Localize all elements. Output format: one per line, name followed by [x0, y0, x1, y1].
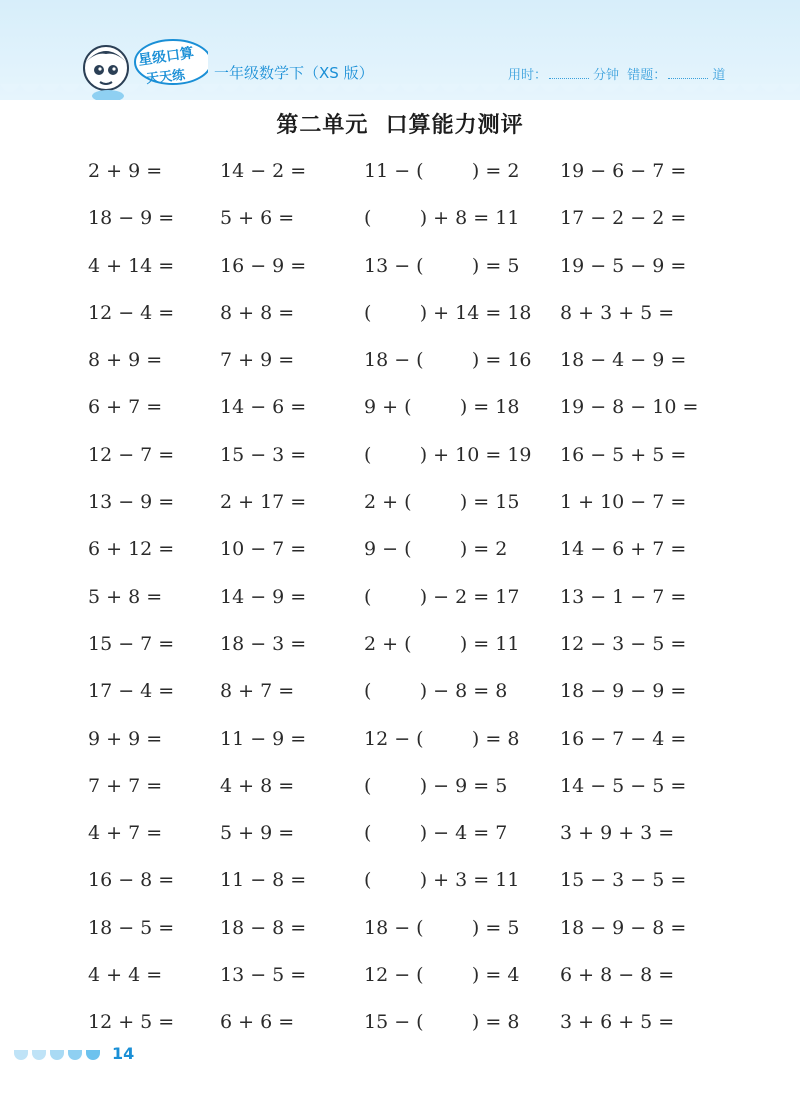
- problem-row: [0, 197, 800, 244]
- problem-item: 18 − 8 =: [220, 916, 307, 939]
- problem-item: 15 − 3 − 5 =: [560, 869, 687, 892]
- record-fields: [508, 64, 725, 83]
- brand-logo: [78, 38, 208, 100]
- problem-item: 6 + 12 =: [88, 538, 175, 561]
- problem-row: [0, 765, 800, 812]
- problem-item: 18 − 9 − 8 =: [560, 916, 687, 939]
- problem-item: ( ) − 8 = 8: [364, 680, 508, 703]
- problem-item: ( ) − 2 = 17: [364, 585, 520, 608]
- problem-item: 14 − 6 + 7 =: [560, 538, 687, 561]
- problem-item: 18 − 9 − 9 =: [560, 680, 687, 703]
- footer-dot: [32, 1050, 46, 1060]
- problem-item: 16 − 7 − 4 =: [560, 727, 687, 750]
- problem-row: [0, 623, 800, 670]
- problem-row: [0, 292, 800, 339]
- page-title: 第二单元 口算能力测评: [276, 113, 524, 138]
- problem-item: 6 + 8 − 8 =: [560, 964, 675, 987]
- logo-text-primary: 星级口算: [137, 45, 195, 69]
- problem-item: 16 − 9 =: [220, 254, 307, 277]
- time-unit: 分钟: [593, 68, 620, 83]
- problem-item: 14 − 2 =: [220, 160, 307, 182]
- problem-row: [0, 386, 800, 433]
- problem-item: 15 − 3 =: [220, 443, 307, 466]
- problem-item: 4 + 4 =: [88, 964, 163, 987]
- problem-item: 9 + 9 =: [88, 727, 163, 750]
- problem-item: 9 + ( ) = 18: [364, 396, 520, 419]
- time-label: 用时：: [508, 68, 548, 83]
- problem-item: 12 − 3 − 5 =: [560, 632, 687, 655]
- problem-row: [0, 859, 800, 906]
- problem-item: 4 + 7 =: [88, 822, 163, 845]
- problem-item: 4 + 8 =: [220, 774, 295, 797]
- problem-row: [0, 339, 800, 386]
- problem-row: [0, 718, 800, 765]
- problem-item: ( ) − 9 = 5: [364, 774, 508, 797]
- problem-item: ( ) + 3 = 11: [364, 869, 520, 892]
- problem-item: 18 − ( ) = 5: [364, 916, 520, 939]
- logo-text-secondary: 天天练: [145, 67, 186, 87]
- problem-item: 15 − ( ) = 8: [364, 1011, 520, 1034]
- problem-item: 2 + 17 =: [220, 491, 307, 514]
- problem-item: 1 + 10 − 7 =: [560, 491, 687, 514]
- problem-item: 10 − 7 =: [220, 538, 307, 561]
- problem-item: 17 − 4 =: [88, 680, 175, 703]
- problem-row: [0, 245, 800, 292]
- problem-item: 5 + 6 =: [220, 207, 295, 230]
- problem-item: 7 + 7 =: [88, 774, 163, 797]
- problem-item: 3 + 9 + 3 =: [560, 822, 675, 845]
- problem-item: 14 − 9 =: [220, 585, 307, 608]
- footer-dot: [68, 1050, 82, 1060]
- problem-item: 16 − 8 =: [88, 869, 175, 892]
- problem-item: 19 − 8 − 10 =: [560, 396, 699, 419]
- problem-item: 18 − 3 =: [220, 632, 307, 655]
- problem-row: [0, 528, 800, 575]
- problem-item: 19 − 6 − 7 =: [560, 160, 687, 182]
- time-blank[interactable]: [549, 66, 589, 79]
- problem-item: 19 − 5 − 9 =: [560, 254, 687, 277]
- problem-grid: [0, 150, 800, 1049]
- problem-item: 9 − ( ) = 2: [364, 538, 508, 561]
- problem-item: 8 + 9 =: [88, 349, 163, 372]
- problem-item: 12 − ( ) = 8: [364, 727, 520, 750]
- problem-item: 14 − 5 − 5 =: [560, 774, 687, 797]
- problem-item: 14 − 6 =: [220, 396, 307, 419]
- problem-item: 7 + 9 =: [220, 349, 295, 372]
- problem-item: 18 − ( ) = 16: [364, 349, 532, 372]
- problem-item: 11 − 8 =: [220, 869, 307, 892]
- problem-item: 13 − 1 − 7 =: [560, 585, 687, 608]
- problem-item: 12 + 5 =: [88, 1011, 175, 1034]
- problem-item: 5 + 9 =: [220, 822, 295, 845]
- problem-item: 6 + 7 =: [88, 396, 163, 419]
- problem-item: 4 + 14 =: [88, 254, 175, 277]
- problem-item: 8 + 3 + 5 =: [560, 301, 675, 324]
- footer-decoration: [0, 1040, 200, 1070]
- problem-item: 13 − 9 =: [88, 491, 175, 514]
- problem-row: [0, 576, 800, 623]
- problem-row: [0, 434, 800, 481]
- problem-item: 2 + 9 =: [88, 160, 163, 182]
- problem-item: 15 − 7 =: [88, 632, 175, 655]
- problem-item: ( ) + 8 = 11: [364, 207, 520, 230]
- problem-item: 13 − 5 =: [220, 964, 307, 987]
- problem-item: 11 − 9 =: [220, 727, 307, 750]
- problem-row: [0, 907, 800, 954]
- problem-item: 17 − 2 − 2 =: [560, 207, 687, 230]
- problem-item: 16 − 5 + 5 =: [560, 443, 687, 466]
- problem-item: 8 + 7 =: [220, 680, 295, 703]
- problem-item: ( ) − 4 = 7: [364, 822, 508, 845]
- problem-item: 18 − 5 =: [88, 916, 175, 939]
- problem-item: 12 − 4 =: [88, 301, 175, 324]
- problem-row: [0, 150, 800, 197]
- problem-item: ( ) + 14 = 18: [364, 301, 532, 324]
- page-header: [0, 0, 800, 100]
- problem-item: 18 − 4 − 9 =: [560, 349, 687, 372]
- problem-item: 3 + 6 + 5 =: [560, 1011, 675, 1034]
- footer-dot: [14, 1050, 28, 1060]
- page-number: 14: [112, 1044, 135, 1063]
- problem-item: 5 + 8 =: [88, 585, 163, 608]
- problem-item: 13 − ( ) = 5: [364, 254, 520, 277]
- errors-unit: 道: [712, 68, 726, 83]
- problem-row: [0, 481, 800, 528]
- footer-dot: [86, 1050, 100, 1060]
- errors-label: 错题：: [627, 68, 667, 83]
- problem-item: 8 + 8 =: [220, 301, 295, 324]
- problem-item: 2 + ( ) = 11: [364, 632, 520, 655]
- problem-item: 12 − ( ) = 4: [364, 964, 520, 987]
- problem-row: [0, 954, 800, 1001]
- problem-item: 12 − 7 =: [88, 443, 175, 466]
- problem-row: [0, 812, 800, 859]
- book-title: 一年级数学下（XS 版）: [214, 64, 374, 82]
- problem-row: [0, 670, 800, 717]
- errors-blank[interactable]: [668, 66, 708, 79]
- problem-item: 6 + 6 =: [220, 1011, 295, 1034]
- problem-item: 11 − ( ) = 2: [364, 160, 520, 182]
- problem-item: 2 + ( ) = 15: [364, 491, 520, 514]
- footer-dot: [50, 1050, 64, 1060]
- problem-item: 18 − 9 =: [88, 207, 175, 230]
- problem-item: ( ) + 10 = 19: [364, 443, 532, 466]
